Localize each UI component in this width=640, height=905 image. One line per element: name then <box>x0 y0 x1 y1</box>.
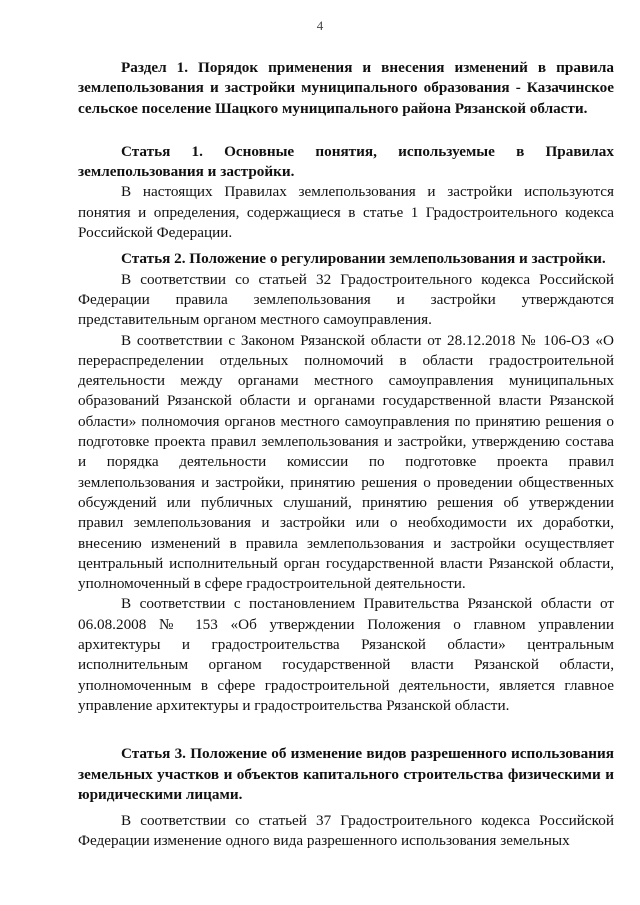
page-number: 4 <box>316 18 324 33</box>
article-3-heading: Статья 3. Положение об изменение видов разрешенного использования земельных участков и объектов капитального строительства физическими и юридическими лицами. <box>78 745 614 803</box>
article-2-heading: Статья 2. Положение о регулировании землепользования и застройки. <box>121 250 606 268</box>
article-1-paragraph: В настоящих Правилах землепользования и застройки используются понятия и определения, содержащиеся в статье 1 Градостроительного кодекса Российской Федерации. <box>78 183 614 242</box>
section-heading: Раздел 1. Порядок применения и внесения изменений в правила землепользования и застройки муниципального образования - Казачинское сельское поселение Шацкого муниципального района Рязанской области. <box>78 59 614 117</box>
article-2-paragraph-1: В соответствии со статьей 32 Градостроительного кодекса Российской Федерации правила землепользования и застройки утверждаются представительным органом местного самоуправления. <box>78 270 614 329</box>
article-2-paragraph-2: В соответствии с Законом Рязанской области от 28.12.2018 № 106-ОЗ «О перераспределении отдельных полномочий в области градостроительной деятельности между органами местного самоуправления муниципальных образований Рязанской области и органами государственной власти Рязанской области» полномочия органов местного самоуправления по принятию решения о подготовке проекта правил землепользования и застройки, утверждению состава и порядка деятельности комиссии по подготовке проекта правил землепользования и застройки, принятию решения о проведении общественных обсуждений или публичных слушаний, принятию решения об утверждении правил землепользования и застройки или о необходимости их доработки, внесению изменений в правила землепользования и застройки осуществляет центральный исполнительный орган государственной власти Рязанской области, уполномоченный в сфере градостроительной деятельности. <box>78 331 614 593</box>
article-2-paragraph-3: В соответствии с постановлением Правительства Рязанской области от 06.08.2008 № 153 «Об утверждении Положения о главном управлении архитектуры и градостроительства Рязанской области» центральным исполнительным органом государственной власти Рязанской области, уполномоченным в сфере градостроительной деятельности, является главное управление архитектуры и градостроительства Рязанской области. <box>78 595 614 714</box>
article-1-heading: Статья 1. Основные понятия, используемые в Правилах землепользования и застройки. <box>78 142 614 181</box>
article-3-paragraph: В соответствии со статьей 37 Градостроительного кодекса Российской Федерации изменение одного вида разрешенного использования земельных <box>78 812 614 850</box>
document-body <box>78 58 614 852</box>
